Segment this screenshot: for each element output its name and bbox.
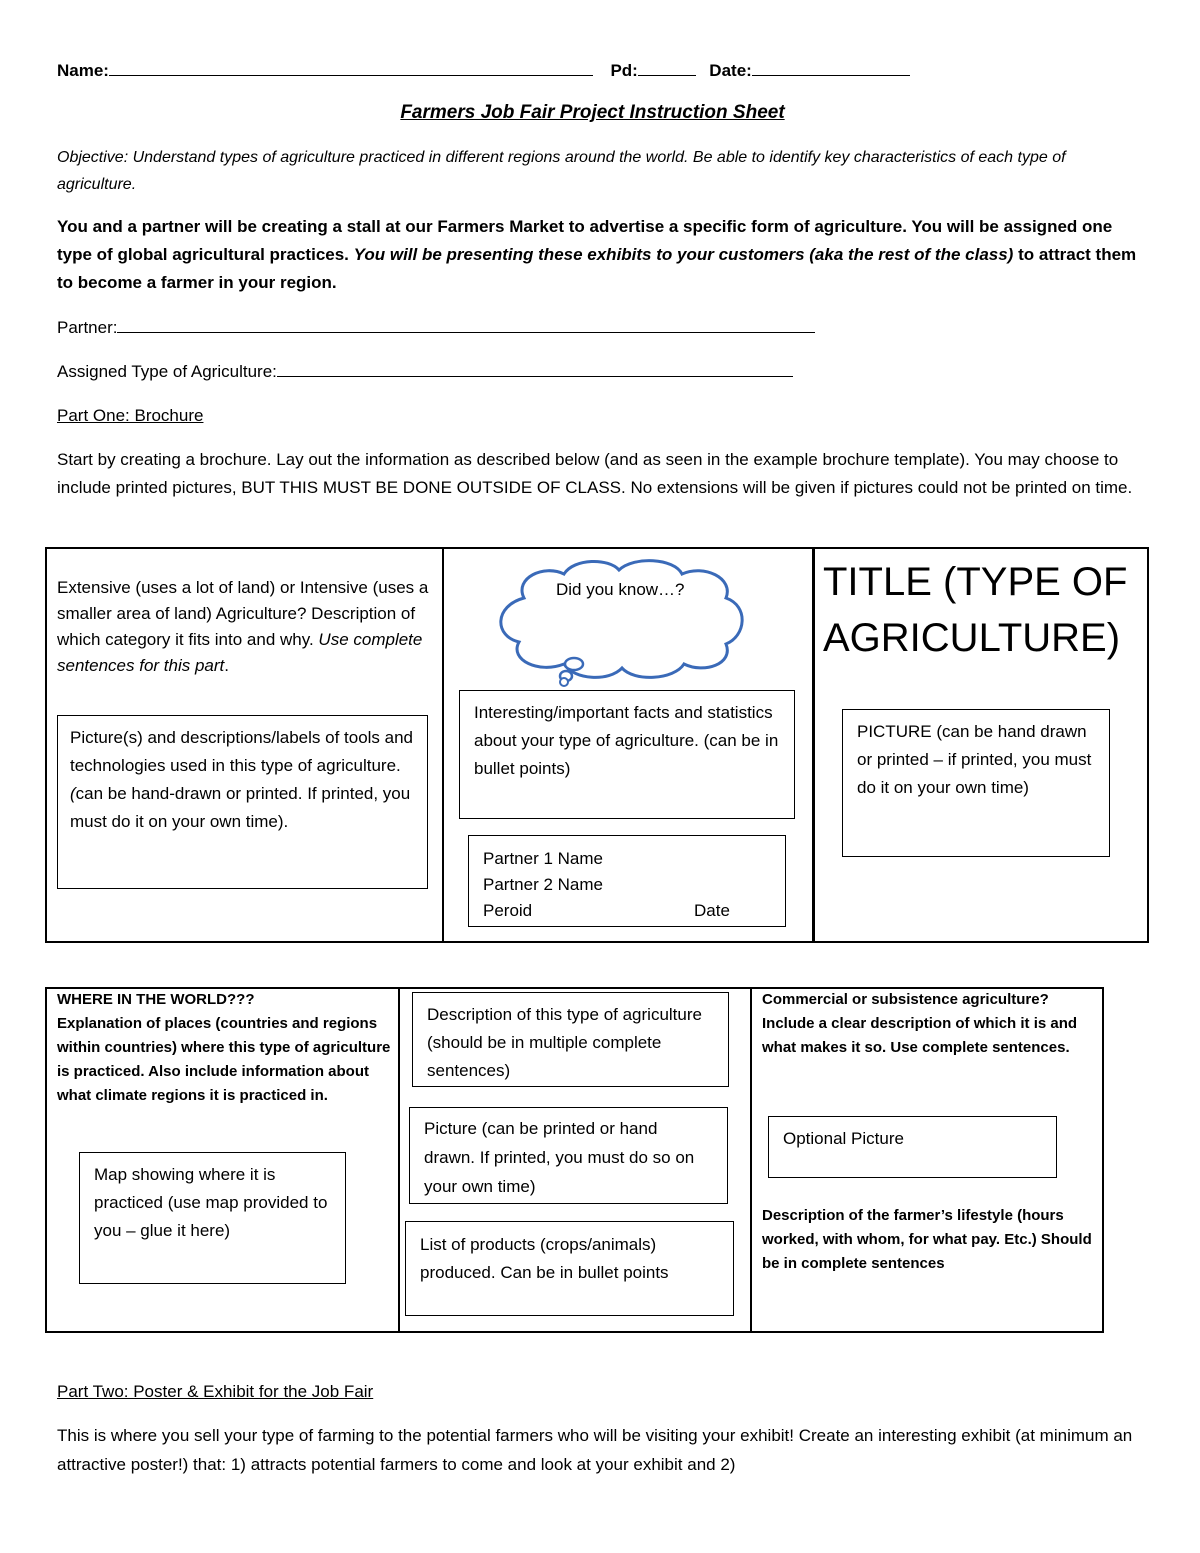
- map-box: Map showing where it is practiced (use map provided to you – glue it here): [79, 1152, 346, 1284]
- cover-picture-box: PICTURE (can be hand drawn or printed – if printed, you must do it on your own time): [842, 709, 1110, 857]
- assigned-row: [57, 358, 857, 386]
- part-two-text: This is where you sell your type of farming to the potential farmers who will be visiting your exhibit! Create an interesting exhibit (at minimum an attractive poster!) that: 1) attracts potential farmers to come and look at your exhibit and 2): [57, 1426, 1133, 1474]
- commercial-subsistence-text: Commercial or subsistence agriculture? Include a clear description of which it is and what makes it so. Use complete sentences.: [762, 991, 1078, 1056]
- divider-2: [812, 547, 815, 943]
- pd-field[interactable]: [638, 58, 696, 76]
- partner-field[interactable]: [117, 315, 815, 333]
- partner-row: [57, 314, 857, 342]
- part-two-heading: Part Two: Poster & Exhibit for the Job Fair: [57, 1382, 374, 1401]
- date-info-label: Date: [694, 901, 730, 920]
- intro-paragraph: [57, 213, 1147, 297]
- header-row: [57, 57, 957, 85]
- intro-part1: You and a partner will be creating a stall at our Farmers Market to advertise a specific form of agriculture. You will be assigned one type of global agricultural practices.: [57, 217, 1113, 264]
- extensive-intensive-text: Extensive (uses a lot of land) or Intensive (uses a smaller area of land) Agriculture? Description of which category it fits into and why. Use complete sentences for this part.: [57, 578, 429, 675]
- brochure-big-title: TITLE (TYPE OF AGRICULTURE): [823, 560, 1128, 660]
- name-field[interactable]: [109, 58, 593, 76]
- date-label: Date:: [709, 61, 752, 80]
- partner2-name: Partner 2 Name: [483, 875, 603, 894]
- partner-info-box: [468, 835, 786, 927]
- partner-label: Partner:: [57, 318, 118, 337]
- description-box: Description of this type of agriculture (should be in multiple complete sentences): [412, 992, 729, 1087]
- cloud-text: Did you know…?: [556, 580, 685, 599]
- intro-part2: You will be presenting these exhibits to your customers (aka the rest of the class): [353, 245, 1014, 264]
- partner1-name: Partner 1 Name: [483, 849, 603, 868]
- assigned-field[interactable]: [277, 359, 793, 377]
- part-one-text: Start by creating a brochure. Lay out the information as described below (and as seen in the example brochure template). You may choose to include printed pictures, BUT THIS MUST BE DONE OUTSIDE OF CLASS. No extensions will be given if pictures could not be printed on time.: [57, 450, 1133, 497]
- divider-1: [442, 547, 444, 943]
- divider-4: [750, 987, 752, 1333]
- page-title: Farmers Job Fair Project Instruction Sheet: [400, 102, 785, 123]
- where-in-world-text: WHERE IN THE WORLD??? Explanation of places (countries and regions within countries) where this type of agriculture is practiced. Also include information about what climate regions it is practiced in.: [57, 991, 391, 1104]
- objective-text: Objective: Understand types of agriculture practiced in different regions around the world. Be able to identify key characteristics of each type of agriculture.: [57, 149, 1066, 193]
- lifestyle-text: Description of the farmer’s lifestyle (hours worked, with whom, for what pay. Etc.) Should be in complete sentences: [762, 1207, 1092, 1272]
- name-label: Name:: [57, 61, 109, 80]
- part-one-heading: Part One: Brochure: [57, 406, 204, 425]
- picture-box-inside: Picture (can be printed or hand drawn. If printed, you must do so on your own time): [409, 1107, 728, 1204]
- intro-part3: to attract them to become a farmer in your region.: [57, 245, 1137, 292]
- tools-picture-box: Picture(s) and descriptions/labels of tools and technologies used in this type of agriculture. (can be hand-drawn or printed. If printed, you must do it on your own time).: [57, 715, 428, 889]
- assigned-label: Assigned Type of Agriculture:: [57, 362, 277, 381]
- optional-picture-box: Optional Picture: [768, 1116, 1057, 1178]
- divider-3: [398, 987, 400, 1333]
- pd-label: Pd:: [610, 61, 638, 80]
- products-box: List of products (crops/animals) produced. Can be in bullet points: [405, 1221, 734, 1316]
- date-field[interactable]: [752, 58, 910, 76]
- period-label: Peroid: [483, 901, 533, 920]
- facts-box: Interesting/important facts and statistics about your type of agriculture. (can be in bullet points): [459, 690, 795, 819]
